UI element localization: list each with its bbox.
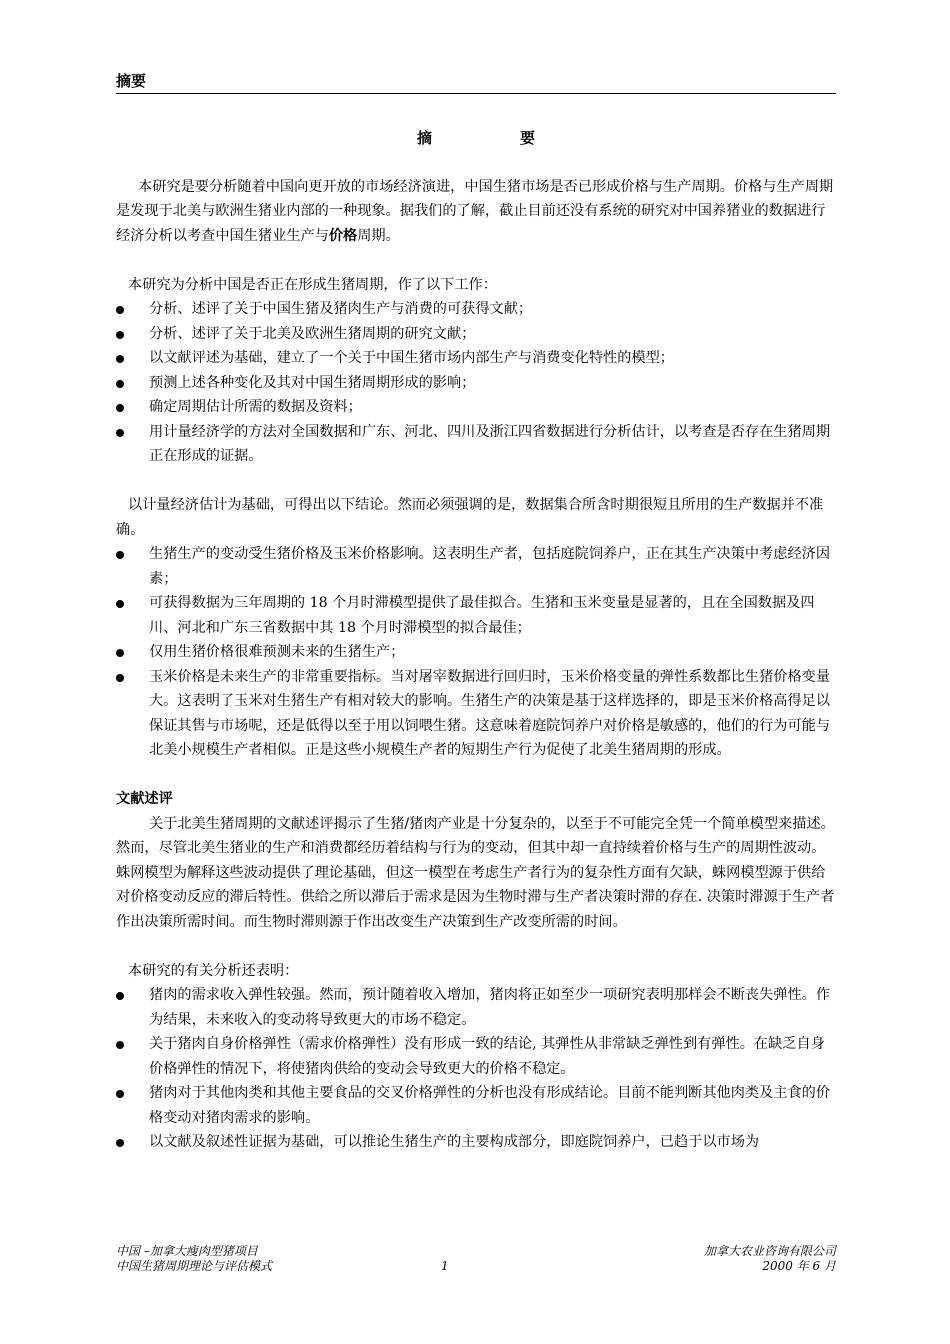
intro-text: 本研究是要分析随着中国向更开放的市场经济演进，中国生猪市场是否已形成价格与生产周期。价格与生产周期是发现于北美与欧洲生猪业内部的一种现象。据我们的了解，截止目前还没有系统的研究对中国养猪业的数据进行经济分析以考查中国生猪业生产与	[116, 178, 834, 244]
bullet-icon	[116, 992, 124, 1000]
list-item: 确定周期估计所需的数据及资料；	[116, 395, 836, 420]
list-item: 仅用生猪价格很难预测未来的生猪生产；	[116, 640, 836, 665]
page-number: 1	[441, 1259, 449, 1273]
list-item: 预测上述各种变化及其对中国生猪周期形成的影响；	[116, 371, 836, 396]
page-header	[116, 70, 836, 94]
bullet-icon	[116, 551, 124, 559]
list-item: 生猪生产的变动受生猪价格及玉米价格影响。这表明生产者，包括庭院饲养户，正在其生产决策中考虑经济因素；	[116, 542, 836, 591]
conclusions-lead: 以计量经济估计为基础，可得出以下结论。然而必须强调的是，数据集合所含时期很短且所用的生产数据并不准确。	[116, 497, 824, 538]
bullet-icon	[116, 674, 124, 682]
footer-date: 2000 年 6 月	[762, 1259, 836, 1273]
work-list	[116, 297, 836, 469]
intro-paragraph	[116, 175, 836, 249]
list-item: 以文献及叙述性证据为基础，可以推论生猪生产的主要构成部分，即庭院饲养户，已趋于以市场为	[116, 1130, 836, 1155]
footer-report-title: 中国生猪周期理论与评估模式	[116, 1259, 273, 1273]
bullet-icon	[116, 1139, 124, 1147]
intro-text-end: 周期。	[357, 227, 400, 244]
footer-project-name: 中国 –加拿大瘦肉型猪项目	[116, 1244, 258, 1258]
bullet-icon	[116, 404, 124, 412]
bullet-icon	[116, 306, 124, 314]
analysis-lead: 本研究的有关分析还表明：	[128, 962, 299, 979]
bullet-icon	[116, 355, 124, 363]
list-item: 关于猪肉自身价格弹性（需求价格弹性）没有形成一致的结论, 其弹性从非常缺乏弹性到有弹性。在缺乏自身价格弹性的情况下，将使猪肉供给的变动会导致更大的价格不稳定。	[116, 1032, 836, 1081]
list-item: 分析、述评了关于北美及欧洲生猪周期的研究文献；	[116, 322, 836, 347]
bullet-icon	[116, 649, 124, 657]
document-body	[116, 126, 836, 1155]
list-item: 以文献评述为基础，建立了一个关于中国生猪市场内部生产与消费变化特性的模型；	[116, 346, 836, 371]
bullet-icon	[116, 600, 124, 608]
bullet-icon	[116, 331, 124, 339]
bullet-icon	[116, 1090, 124, 1098]
list-item: 猪肉对于其他肉类和其他主要食品的交叉价格弹性的分析也没有形成结论。目前不能判断其他肉类及主食的价格变动对猪肉需求的影响。	[116, 1081, 836, 1130]
intro-bold-text: 价格	[328, 227, 358, 244]
bullet-icon	[116, 1041, 124, 1049]
header-title: 摘要	[116, 72, 147, 90]
footer-right	[704, 1244, 836, 1274]
literature-paragraph: 关于北美生猪周期的文献述评揭示了生猪/猪肉产业是十分复杂的，以至于不可能完全凭一个简单模型来描述。然而，尽管北美生猪业的生产和消费都经历着结构与行为的变动，但其中却一直持续着价格与生产的周期性波动。蛛网模型为解释这些波动提供了理论基础，但这一模型在考虑生产者行为的复杂性方面有欠缺，蛛网模型源于供给对价格变动反应的滞后特性。供给之所以滞后于需求是因为生物时滞与生产者决策时滞的存在. 决策时滞源于生产者作出决策所需时间。而生物时滞则源于作出改变生产决策到生产改变所需的时间。	[116, 815, 835, 930]
list-item: 玉米价格是未来生产的非常重要指标。当对屠宰数据进行回归时，玉米价格变量的弹性系数都比生猪价格变量大。这表明了玉米对生猪生产有相对较大的影响。生猪生产的决策是基于这样选择的，即是玉米价格高得足以保证其售与市场呢，还是低得以至于用以饲喂生猪。这意味着庭院饲养户对价格是敏感的，他们的行为可能与北美小规模生产者相似。正是这些小规模生产者的短期生产行为促使了北美生猪周期的形成。	[116, 665, 836, 763]
bullet-icon	[116, 380, 124, 388]
footer-left	[116, 1244, 272, 1274]
literature-heading: 文献述评	[116, 791, 173, 807]
list-item: 可获得数据为三年周期的 18 个月时滞模型提供了最佳拟合。生猪和玉米变量是显著的，且在全国数据及四川、河北和广东三省数据中其 18 个月时滞模型的拟合最佳；	[116, 591, 836, 640]
footer-company: 加拿大农业咨询有限公司	[703, 1244, 836, 1258]
conclusions-list	[116, 542, 836, 763]
list-item: 分析、述评了关于中国生猪及猪肉生产与消费的可获得文献；	[116, 297, 836, 322]
analysis-list	[116, 983, 836, 1155]
bullet-icon	[116, 429, 124, 437]
list-item: 用计量经济学的方法对全国数据和广东、河北、四川及浙江四省数据进行分析估计，以考查是否存在生猪周期正在形成的证据。	[116, 420, 836, 469]
document-title: 摘要	[416, 129, 623, 147]
work-lead: 本研究为分析中国是否正在形成生猪周期，作了以下工作：	[128, 276, 497, 293]
list-item: 猪肉的需求收入弹性较强。然而，预计随着收入增加，猪肉将正如至少一项研究表明那样会不断丧失弹性。作为结果，未来收入的变动将导致更大的市场不稳定。	[116, 983, 836, 1032]
